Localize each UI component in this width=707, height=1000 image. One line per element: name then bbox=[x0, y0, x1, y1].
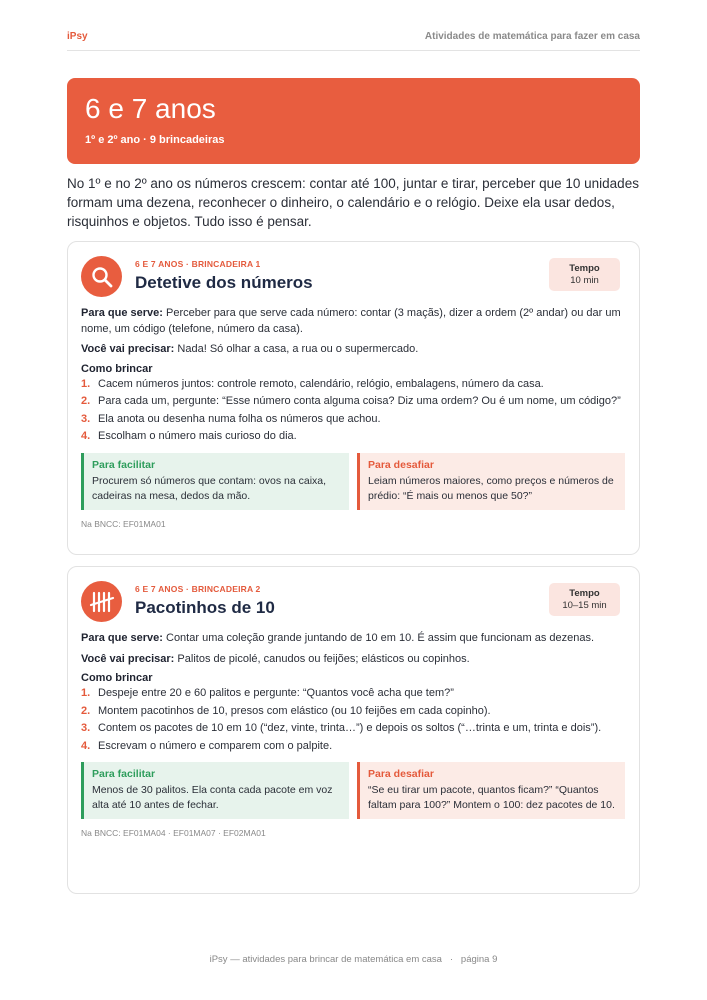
step-item: 3. Contem os pacotes de 10 em 10 (“dez, vinte, trinta…”) e depois os soltos (“…trinta e um, trinta e dois”). bbox=[81, 722, 602, 734]
easier-tip bbox=[81, 453, 349, 510]
magnifier-icon bbox=[81, 256, 122, 297]
brand-name: iPsy bbox=[67, 31, 88, 42]
steps-title: Como brincar bbox=[81, 672, 153, 684]
step-item: 3. Ela anota ou desenha numa folha os números que achou. bbox=[81, 412, 381, 425]
activity-kicker: 6 E 7 ANOS · BRINCADEIRA 2 bbox=[135, 584, 261, 594]
age-group-title: 6 e 7 anos bbox=[85, 93, 216, 124]
activity-card bbox=[67, 566, 640, 894]
page-footer: iPsy — atividades para brincar de matemática em casa · página 9 bbox=[209, 954, 498, 965]
step-item: 2. Montem pacotinhos de 10, presos com elástico (ou 10 feijões em cada copinho). bbox=[81, 704, 491, 717]
activity-title: Pacotinhos de 10 bbox=[135, 598, 275, 617]
intro-paragraph: No 1º e no 2º ano os números crescem: contar até 100, juntar e tirar, perceber que 10 unidades formam uma dezena, reconhecer o dinheiro, o calendário e o relógio. Deixe ela usar dedos, risquinhos e objetos. Tudo isso é pensar. bbox=[67, 176, 639, 229]
purpose-label: Para que serve: bbox=[81, 632, 163, 644]
document-title: Atividades de matemática para fazer em casa bbox=[424, 31, 640, 42]
purpose-text bbox=[81, 306, 625, 337]
challenge-tip bbox=[357, 762, 625, 819]
steps-list bbox=[81, 377, 625, 445]
step-item: 2. Para cada um, pergunte: “Esse número conta alguma coisa? Diz uma ordem? Ou é um nome, um código?” bbox=[81, 395, 621, 407]
time-badge bbox=[549, 258, 620, 291]
bncc-reference: Na BNCC: EF01MA04 · EF01MA07 · EF02MA01 bbox=[81, 828, 266, 838]
easier-tip-text: Menos de 30 palitos. Ela conta cada pacote em voz alta até 10 antes de fechar. bbox=[92, 784, 333, 811]
challenge-tip-text: Leiam números maiores, como preços e números de prédio: “É mais ou menos que 50?” bbox=[368, 474, 614, 502]
time-label: Tempo bbox=[569, 588, 600, 599]
steps-title: Como brincar bbox=[81, 362, 153, 375]
tips-row bbox=[81, 453, 625, 510]
activity-title: Detetive dos números bbox=[135, 273, 313, 292]
challenge-tip-text: “Se eu tirar um pacote, quantos ficam?” “Quantos faltam para 100?” Montem o 100: dez pacotes de 10. bbox=[368, 784, 615, 811]
materials-value: Nada! Só olhar a casa, a rua ou o supermercado. bbox=[177, 343, 419, 355]
easier-tip-text: Procurem só números que contam: ovos na caixa, cadeiras na mesa, dedos da mão. bbox=[92, 474, 327, 502]
time-value: 10–15 min bbox=[562, 600, 607, 611]
materials-label: Você vai precisar: bbox=[81, 343, 175, 355]
materials-value: Palitos de picolé, canudos ou feijões; elásticos ou copinhos. bbox=[177, 652, 470, 665]
activity-card bbox=[67, 241, 640, 555]
steps-list bbox=[81, 686, 625, 754]
time-label: Tempo bbox=[569, 263, 600, 274]
step-item: 1. Cacem números juntos: controle remoto, calendário, relógio, embalagens, número da casa. bbox=[81, 377, 544, 390]
challenge-tip-label: Para desafiar bbox=[368, 458, 434, 471]
materials-text bbox=[81, 652, 625, 668]
time-badge bbox=[549, 583, 620, 616]
step-item: 4. Escolham o número mais curioso do dia. bbox=[81, 430, 297, 442]
time-value: 10 min bbox=[570, 275, 599, 286]
activity-card-header bbox=[81, 581, 625, 629]
challenge-tip bbox=[357, 453, 625, 510]
purpose-value: Perceber para que serve cada número: contar (3 maçãs), dizer a ordem (2º andar) ou dar um nome, um código (telefone, número da casa). bbox=[81, 307, 621, 335]
materials-text bbox=[81, 342, 625, 358]
activity-kicker: 6 E 7 ANOS · BRINCADEIRA 1 bbox=[135, 259, 261, 269]
activity-card-header bbox=[81, 256, 625, 304]
age-group-banner bbox=[67, 78, 640, 164]
tips-row bbox=[81, 762, 625, 819]
easier-tip-label: Para facilitar bbox=[92, 768, 156, 780]
challenge-tip-label: Para desafiar bbox=[368, 768, 434, 780]
purpose-value: Contar uma coleção grande juntando de 10 em 10. É assim que funcionam as dezenas. bbox=[166, 632, 595, 644]
purpose-text bbox=[81, 631, 625, 647]
bncc-reference: Na BNCC: EF01MA01 bbox=[81, 518, 166, 529]
purpose-label: Para que serve: bbox=[81, 307, 163, 319]
easier-tip-label: Para facilitar bbox=[92, 458, 156, 471]
age-group-subtitle: 1º e 2º ano · 9 brincadeiras bbox=[85, 134, 225, 146]
step-item: 1. Despeje entre 20 e 60 palitos e pergunte: “Quantos você acha que tem?” bbox=[81, 687, 454, 699]
step-item: 4. Escrevam o número e comparem com o palpite. bbox=[81, 739, 333, 752]
materials-label: Você vai precisar: bbox=[81, 652, 175, 665]
page-header bbox=[67, 33, 640, 51]
tally-marks-icon bbox=[81, 581, 122, 622]
easier-tip bbox=[81, 762, 349, 819]
